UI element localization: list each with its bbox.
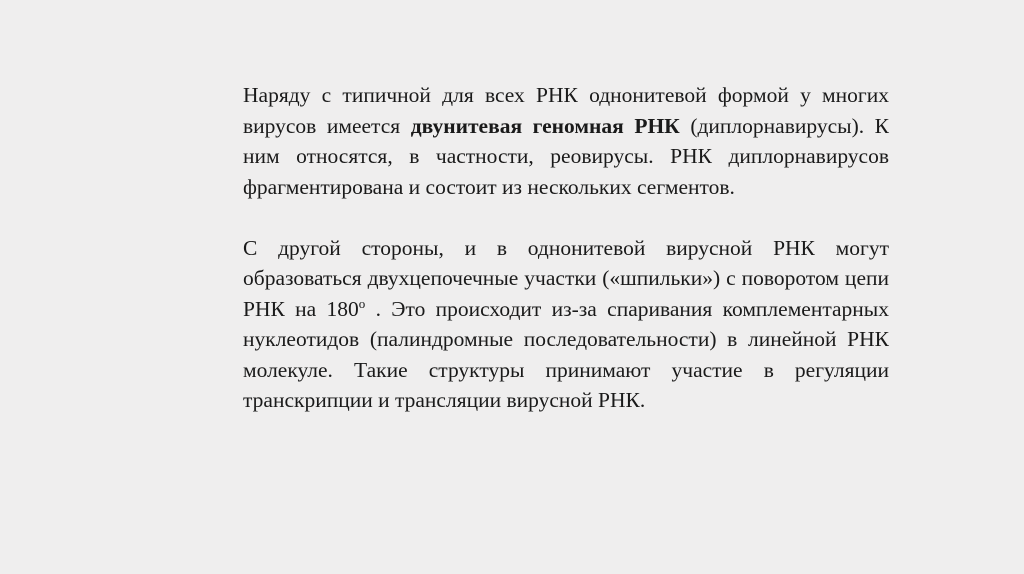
paragraph-2-text-start: С другой стороны, и в однонитевой вирусной РНК могут образоваться двухцепочечные участки («шпильки») с поворотом цепи РНК на 180 (243, 235, 889, 321)
slide-text-block (243, 80, 889, 416)
paragraph-1-bold-term: двунитевая геномная РНК (410, 113, 680, 138)
paragraph-2 (243, 233, 889, 416)
paragraph-1-text-start: Наряду с типичной для всех РНК однонитевой формой у многих вирусов имеется (243, 83, 889, 138)
degree-superscript: о (358, 295, 366, 311)
paragraph-1 (243, 80, 889, 202)
paragraph-2-text-end: . Это происходит из-за спаривания комплементарных нуклеотидов (палиндромные последовательности) в линейной РНК молекуле. Такие структуры принимают участие в регуляции транскрипции и трансляции вирусной РНК. (243, 296, 890, 412)
paragraph-1-text-end: (диплорнавирусы). К ним относятся, в частности, реовирусы. РНК диплорнавирусов фрагментирована и состоит из нескольких сегментов. (243, 113, 889, 199)
